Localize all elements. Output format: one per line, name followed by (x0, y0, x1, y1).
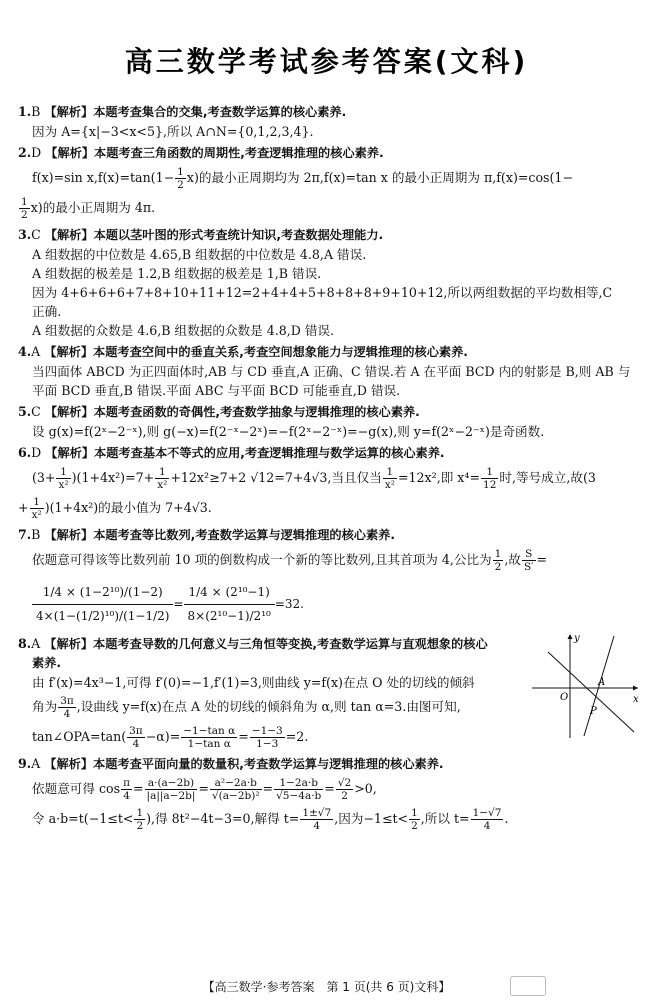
answer-list (18, 102, 640, 836)
item-answer: B (31, 104, 41, 119)
analysis-tag: 【解析】 (44, 345, 94, 359)
answer-item-3 (18, 225, 640, 340)
label-p: P (590, 706, 597, 717)
text-run: ,设曲线 y=f(x)在点 A 处的切线的倾斜角为 α,则 tan α=3.由图可知, (76, 699, 461, 714)
denominator: 2 (177, 179, 184, 191)
big-fraction (32, 581, 173, 628)
numerator: 1±√7 (302, 807, 332, 819)
denominator: |a||a−2b| (146, 790, 196, 802)
item-line (18, 163, 640, 193)
fraction (300, 807, 333, 832)
text-run: = (324, 781, 335, 796)
text-run: ,因为−1≤t< (334, 811, 409, 826)
denominator: 2 (21, 209, 28, 221)
item-line (18, 774, 640, 804)
item-heading: 本题考查函数的奇偶性,考查数学抽象与逻辑推理的核心素养. (93, 405, 420, 419)
answer-item-6 (18, 443, 640, 523)
analysis-tag: 【解析】 (45, 146, 95, 160)
denominator: x² (157, 479, 168, 491)
fraction (481, 466, 498, 491)
numerator: π (123, 777, 130, 789)
item-number: 8. (18, 636, 32, 651)
text-run: = (173, 597, 184, 611)
page-title: 高三数学考试参考答案(文科) (124, 45, 529, 78)
text-run: + (18, 500, 29, 515)
text-run: >0, (354, 781, 377, 796)
answer-item-1 (18, 102, 640, 141)
item-answer: D (31, 145, 42, 160)
denominator: 2 (494, 561, 502, 573)
item-line (18, 463, 640, 493)
fraction (121, 777, 132, 802)
denominator: 4 (132, 738, 140, 750)
text-run: ,故 (504, 552, 521, 567)
numerator: −1−3 (251, 725, 283, 737)
text-run: f(x)=sin x,f(x)=tan(1− (32, 170, 175, 185)
denominator: 1−tan α (187, 738, 231, 750)
item-heading: 本题考查等比数列,考查数学运算与逻辑推理的核心素养. (93, 528, 395, 542)
numerator: 1 (383, 466, 397, 479)
fraction (336, 777, 353, 802)
item-answer: A (31, 344, 41, 359)
answer-item-5 (18, 402, 640, 441)
numerator: −1−tan α (183, 725, 236, 737)
numerator: 1 (21, 196, 28, 208)
item-heading: 本题考查导数的几何意义与三角恒等变换,考查数学运算与直观想象的核心 (93, 637, 488, 651)
denominator: x² (31, 509, 42, 521)
numerator: 1/4 × (2¹⁰−1) (184, 581, 275, 605)
text-run: = (536, 552, 548, 567)
item-heading: 本题考查三角函数的周期性,考查逻辑推理的核心素养. (94, 146, 384, 160)
numerator: 1 (56, 466, 70, 479)
item-answer: D (31, 445, 42, 460)
x-axis-arrow (633, 686, 638, 691)
answer-item-7 (18, 525, 640, 628)
denominator: x² (58, 479, 69, 491)
denominator: 4 (123, 790, 130, 802)
item-line (18, 193, 640, 223)
label-a: A (598, 677, 606, 688)
item-answer: B (31, 527, 41, 542)
denominator: 4×(1−(1/2)¹⁰)/(1−1/2) (36, 609, 170, 623)
item-line: A 组数据的中位数是 4.65,B 组数据的中位数是 4.8,A 错误. (32, 247, 367, 262)
numerator: 1 (30, 496, 44, 509)
analysis-tag: 【解析】 (44, 405, 94, 419)
item-answer: C (31, 404, 41, 419)
analysis-tag: 【解析】 (44, 637, 94, 651)
denominator: √5−4a·b (276, 790, 322, 802)
ratio-computation (32, 581, 640, 628)
denominator: 4 (313, 820, 321, 832)
fraction (155, 466, 169, 491)
denominator: 2 (136, 820, 144, 832)
fraction (471, 807, 504, 832)
answer-item-8 (18, 634, 640, 752)
text-run: )(1+4x²)的最小值为 7+4√3. (44, 500, 212, 515)
fraction (56, 466, 70, 491)
text-run: x)的最小正周期均为 2π,f(x)=tan x 的最小正周期为 π,f(x)=cos(1− (186, 170, 573, 185)
text-run: = (238, 729, 249, 744)
numerator: 1 (411, 807, 418, 819)
item-heading: 本题考查平面向量的数量积,考查数学运算与逻辑推理的核心素养. (93, 757, 444, 771)
item-number: 5. (18, 404, 32, 419)
item-answer: A (31, 636, 41, 651)
denominator: 12 (483, 479, 497, 491)
text-run: ,所以 t= (420, 811, 470, 826)
analysis-tag: 【解析】 (44, 105, 94, 119)
text-run: ),得 8t²−4t−3=0,解得 t= (146, 811, 300, 826)
fraction (145, 777, 198, 802)
item-number: 1. (18, 104, 32, 119)
item-heading: 本题考查集合的交集,考查数学运算的核心素养. (93, 105, 347, 119)
text-run: x)的最小正周期为 4π. (30, 200, 156, 215)
item-heading-cont: 素养. (32, 656, 62, 670)
item-number: 7. (18, 527, 32, 542)
text-run: =2. (285, 729, 309, 744)
denominator: S′ (523, 561, 534, 573)
fraction (30, 496, 44, 521)
denominator: 1−3 (256, 738, 279, 750)
fraction (409, 807, 420, 832)
text-run: 令 a·b=t(−1≤t< (32, 811, 134, 826)
fraction (175, 166, 186, 191)
fraction (522, 548, 536, 573)
text-run: −α)= (145, 729, 181, 744)
item-answer: A (31, 756, 41, 771)
item-line: 当四面体 ABCD 为正四面体时,AB 与 CD 垂直,A 正确、C 错误.若 A 在平面 BCD 内的射影是 B,则 AB 与 (32, 364, 631, 379)
item-line: 因为 A={x|−3<x<5},所以 A∩N={0,1,2,3,4}. (32, 124, 314, 139)
fraction (134, 807, 145, 832)
item-number: 3. (18, 227, 32, 242)
item-line (18, 804, 640, 834)
item-answer: C (31, 227, 41, 242)
text-run: )(1+4x²)=7+ (71, 470, 155, 485)
item-heading: 本题考查空间中的垂直关系,考查空间想象能力与逻辑推理的核心素养. (93, 345, 468, 359)
text-run: = (198, 781, 209, 796)
denominator: 4 (63, 708, 71, 720)
analysis-tag: 【解析】 (44, 757, 94, 771)
numerator: 1 (136, 807, 144, 819)
fraction (19, 196, 30, 221)
numerator: 3π (60, 695, 74, 707)
fraction (181, 725, 237, 750)
fraction (127, 725, 145, 750)
numerator: S (522, 548, 536, 561)
text-run: =32. (274, 597, 304, 611)
numerator: 1 (155, 466, 169, 479)
text-run: = (132, 781, 144, 796)
text-run: . (504, 811, 509, 826)
item-line (18, 692, 528, 722)
numerator: a²−2a·b (210, 777, 262, 790)
denominator: 8×(2¹⁰−1)/2¹⁰ (187, 609, 271, 623)
fraction (58, 695, 76, 720)
item-line (18, 545, 640, 575)
big-fraction (184, 581, 275, 628)
item-line: A 组数据的众数是 4.6,B 组数据的众数是 4.8,D 错误. (32, 323, 335, 338)
page-footer: 【高三数学·参考答案 第 1 页(共 6 页)文科】 (202, 980, 451, 994)
item-number: 9. (18, 756, 32, 771)
fraction (274, 777, 323, 802)
fraction (210, 777, 262, 802)
answer-item-4 (18, 342, 640, 400)
item-number: 6. (18, 445, 32, 460)
text-run: 依题意可得该等比数列前 10 项的倒数构成一个新的等比数列,且其首项为 4,公比为 (32, 552, 492, 567)
item-line: A 组数据的极差是 1.2,B 组数据的极差是 1,B 错误. (32, 266, 322, 281)
item-number: 2. (18, 145, 32, 160)
item-line (18, 722, 528, 752)
fraction (383, 466, 397, 491)
numerator: √2 (337, 777, 352, 789)
denominator: x² (384, 479, 395, 491)
numerator: 1−√7 (472, 807, 502, 819)
text-run: = (262, 781, 274, 796)
fraction (250, 725, 285, 750)
analysis-tag: 【解析】 (44, 228, 94, 242)
numerator: 1 (177, 166, 184, 178)
item-line: 设 g(x)=f(2ˣ−2⁻ˣ),则 g(−x)=f(2⁻ˣ−2ˣ)=−f(2ˣ−2⁻ˣ)=−g(x),则 y=f(2ˣ−2⁻ˣ)是奇函数. (32, 424, 545, 439)
y-axis-arrow (568, 634, 573, 639)
numerator: 1/4 × (1−2¹⁰)/(1−2) (32, 581, 173, 605)
item-line: 正确. (32, 304, 62, 319)
footer-page-box (510, 976, 546, 996)
item-line: 由 f′(x)=4x³−1,可得 f′(0)=−1,f′(1)=3,则曲线 y=f(x)在点 O 处的切线的倾斜 (32, 675, 475, 690)
denominator: 4 (483, 820, 491, 832)
text-run: 依题意可得 cos (32, 781, 121, 796)
numerator: 3π (129, 725, 143, 737)
item-line: 因为 4+6+6+6+7+8+10+11+12=2+4+4+5+8+8+8+9+10+12,所以两组数据的平均数相等,C (32, 285, 613, 300)
text-run: (3+ (32, 470, 56, 485)
denominator: √(a−2b)² (211, 790, 260, 802)
label-o: O (560, 692, 569, 703)
tangent-lines-figure (530, 630, 642, 740)
numerator: 1 (481, 466, 498, 479)
text-run: 角为 (32, 699, 58, 714)
numerator: a·(a−2b) (145, 777, 198, 790)
item-heading: 本题考查基本不等式的应用,考查逻辑推理与数学运算的核心素养. (94, 446, 445, 460)
numerator: 1−2a·b (274, 777, 323, 790)
label-x: x (633, 694, 639, 705)
analysis-tag: 【解析】 (45, 446, 95, 460)
text-run: tan∠OPA=tan( (32, 729, 127, 744)
item-number: 4. (18, 344, 32, 359)
answer-item-2 (18, 143, 640, 223)
denominator: 2 (411, 820, 418, 832)
denominator: 2 (341, 790, 348, 802)
text-run: +12x²≥7+2 √12=7+4√3,当且仅当 (170, 470, 382, 485)
text-run: 时,等号成立,故(3 (499, 470, 596, 485)
label-y: y (574, 633, 580, 644)
numerator: 1 (494, 548, 502, 560)
item-heading: 本题以茎叶图的形式考查统计知识,考查数据处理能力. (93, 228, 384, 242)
text-run: =12x²,即 x⁴= (397, 470, 481, 485)
answer-item-9 (18, 754, 640, 834)
analysis-tag: 【解析】 (44, 528, 94, 542)
item-line (18, 493, 640, 523)
item-line: 平面 BCD 垂直,B 错误.平面 ABC 与平面 BCD 可能垂直,D 错误. (32, 383, 401, 398)
fraction (493, 548, 504, 573)
